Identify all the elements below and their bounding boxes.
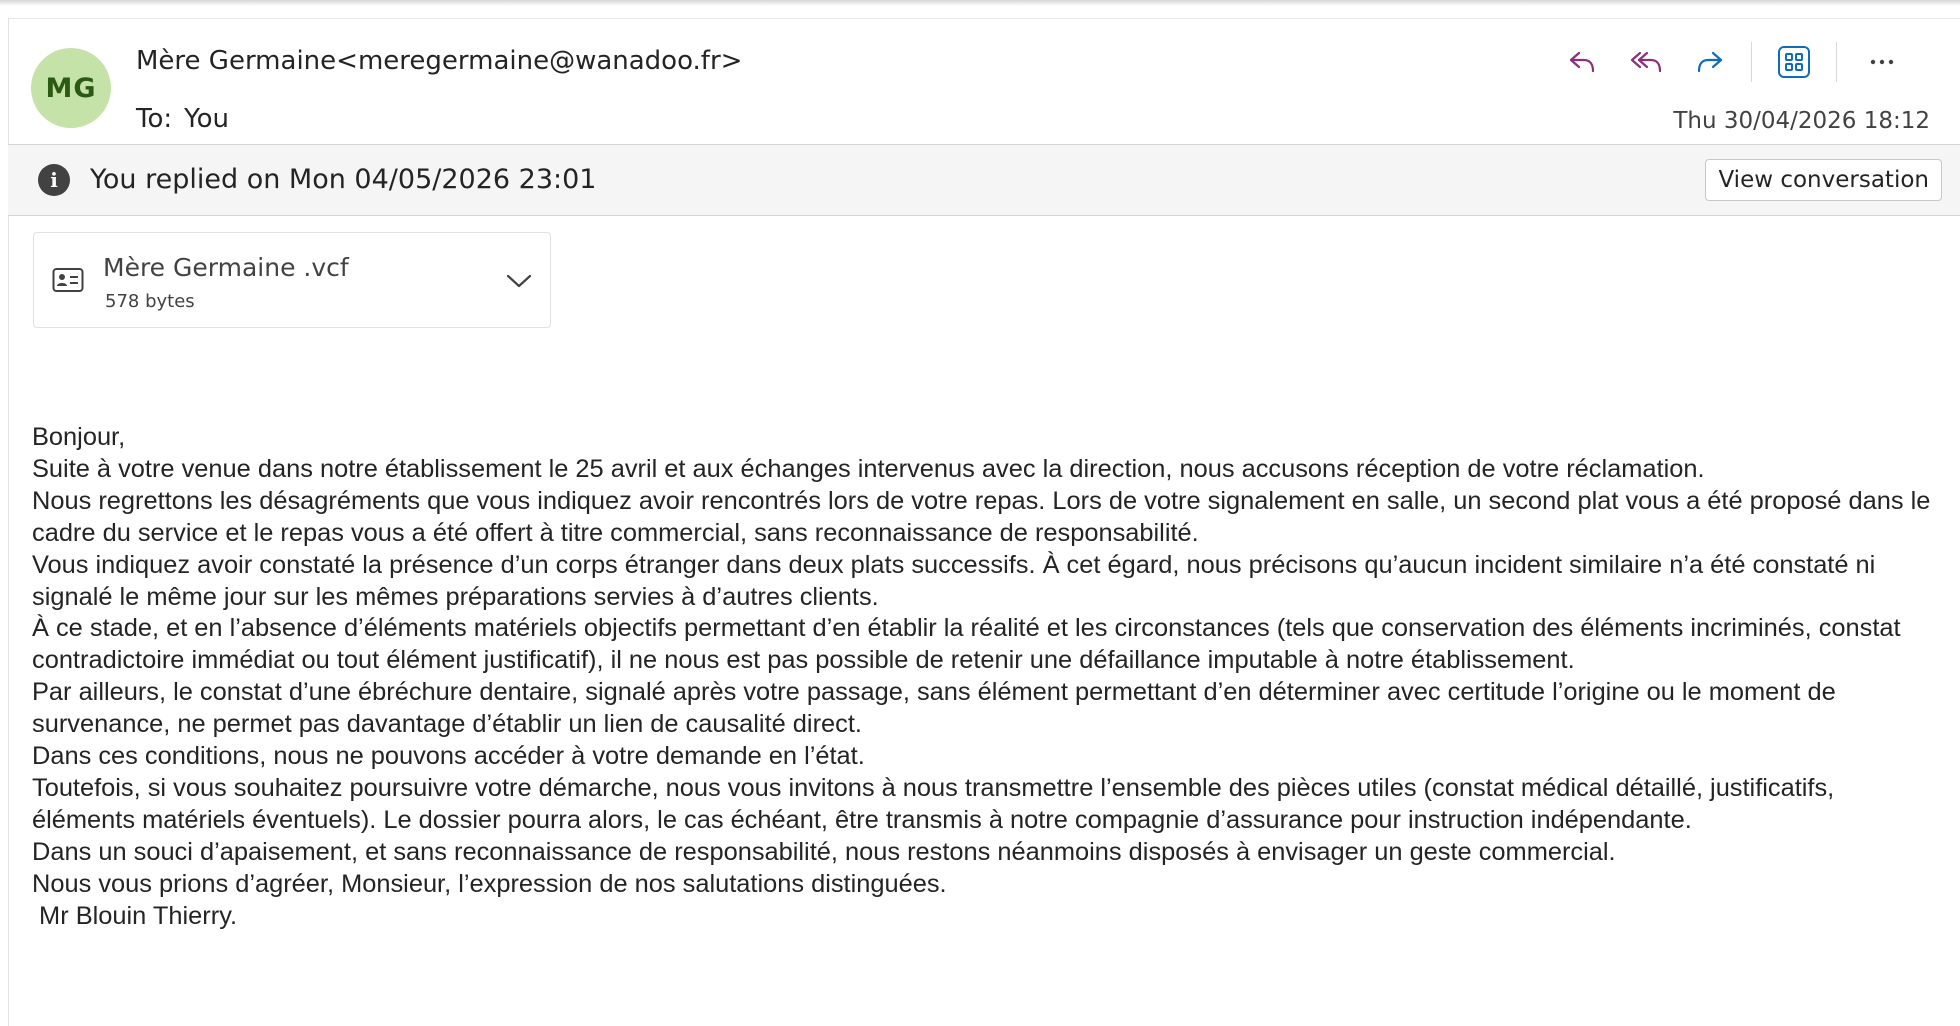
body-line: Suite à votre venue dans notre établissement le 25 avril et aux échanges intervenus avec la direction, nous accusons réception de votre réclamation. (32, 454, 1705, 483)
body-line: Toutefois, si vous souhaitez poursuivre votre démarche, nous vous invitons à nous transmettre l’ensemble des pièces utiles (constat médical détaillé, justificatifs, éléments matériels éventuels). Le dossier pourra alors, le cas échéant, être transmis à notre compagnie d’assurance pour instruction indépendante. (32, 773, 1835, 834)
message-date: Thu 30/04/2026 18:12 (1673, 108, 1930, 134)
sender-line[interactable] (136, 46, 742, 76)
body-line: Vous indiquez avoir constaté la présence d’un corps étranger dans deux plats successifs. À cet égard, nous précisons qu’aucun incident similaire n’a été constaté ni signalé le même jour sur les mêmes préparations servies à d’autres clients. (32, 550, 1876, 611)
signature-line: Mr Blouin Thierry. (32, 901, 238, 930)
window-top-edge (0, 0, 1960, 6)
more-actions-button[interactable] (1860, 40, 1904, 84)
apps-icon (1776, 44, 1812, 80)
forward-icon (1692, 44, 1728, 80)
body-line: Nous regrettons les désagréments que vous indiquez avoir rencontrés lors de votre repas. Lors de votre signalement en salle, un second plat vous a été proposé dans le cadre du service et le repas vous a été offert à titre commercial, sans reconnaissance de responsabilité. (32, 486, 1931, 547)
sender-email[interactable]: <meregermaine@wanadoo.fr> (336, 46, 743, 76)
body-line: Nous vous prions d’agréer, Monsieur, l’expression de nos salutations distinguées. (32, 869, 947, 898)
message-toolbar (1560, 40, 1960, 84)
toolbar-divider (1751, 42, 1752, 82)
attachment-card[interactable] (33, 232, 551, 328)
body-line: Par ailleurs, le constat d’une ébréchure dentaire, signalé après votre passage, sans élément permettant d’en déterminer avec certitude l’origine ou le moment de survenance, ne permet pas davantage d’établir un lien de causalité direct. (32, 678, 1836, 739)
sender-avatar[interactable]: MG (31, 48, 111, 128)
forward-button[interactable] (1688, 40, 1732, 84)
reply-button[interactable] (1560, 40, 1604, 84)
contact-card-icon (52, 266, 84, 294)
chevron-down-icon (506, 273, 532, 289)
message-body (32, 422, 1932, 933)
attachment-menu-button[interactable] (504, 269, 534, 293)
reply-icon (1564, 44, 1600, 80)
reply-all-button[interactable] (1624, 40, 1668, 84)
recipients-line (136, 104, 229, 134)
more-icon (1864, 44, 1900, 80)
sender-name[interactable]: Mère Germaine (136, 46, 337, 76)
reply-all-icon (1627, 44, 1665, 80)
to-label: To: (136, 104, 173, 134)
replied-banner (8, 144, 1960, 216)
body-line: Bonjour, (32, 423, 126, 451)
toolbar-divider (1836, 42, 1837, 82)
recipient-you[interactable]: You (184, 104, 229, 134)
info-icon: i (38, 164, 70, 196)
replied-banner-text: You replied on Mon 04/05/2026 23:01 (90, 164, 597, 195)
apps-button[interactable] (1772, 40, 1816, 84)
body-line: À ce stade, et en l’absence d’éléments matériels objectifs permettant d’en établir la réalité et les circonstances (tels que conservation des éléments incriminés, constat contradictoire immédiat ou tout élément justificatif), il ne nous est pas possible de retenir une défaillance imputable à notre établissement. (32, 614, 1901, 675)
body-line: Dans ces conditions, nous ne pouvons accéder à votre demande en l’état. (32, 742, 865, 771)
attachment-size: 578 bytes (105, 291, 195, 312)
body-line: Dans un souci d’apaisement, et sans reconnaissance de responsabilité, nous restons néanmoins disposés à envisager un geste commercial. (32, 837, 1616, 866)
attachment-name[interactable]: Mère Germaine .vcf (103, 253, 349, 282)
view-conversation-button[interactable]: View conversation (1705, 159, 1942, 201)
